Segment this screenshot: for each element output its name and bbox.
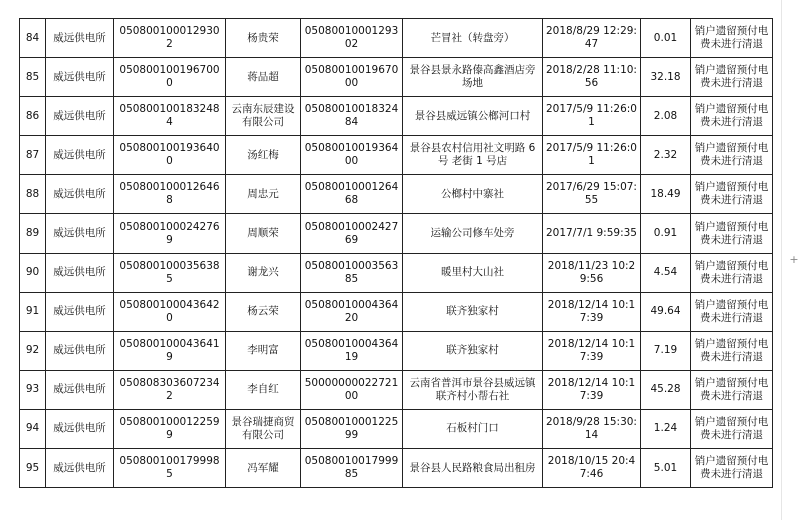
- cell-office: 威远供电所: [46, 19, 114, 58]
- cell-account-number: 0508001000436419: [114, 331, 226, 370]
- cell-meter-number: 5000000002272100: [301, 370, 403, 409]
- cell-row-number: 91: [20, 292, 46, 331]
- cell-meter-number: 0508001000129302: [301, 19, 403, 58]
- cell-amount: 1.24: [641, 409, 691, 448]
- cell-time: 2017/5/9 11:26:01: [543, 97, 641, 136]
- cell-account-number: 0508001000242769: [114, 214, 226, 253]
- cell-time: 2018/2/28 11:10:56: [543, 58, 641, 97]
- cell-office: 威远供电所: [46, 331, 114, 370]
- cell-account-number: 0508001000436420: [114, 292, 226, 331]
- cell-meter-number: 0508001000436419: [301, 331, 403, 370]
- cell-address: 运输公司修车处旁: [403, 214, 543, 253]
- cell-amount: 2.32: [641, 136, 691, 175]
- cell-time: 2018/8/29 12:29:47: [543, 19, 641, 58]
- cell-row-number: 88: [20, 175, 46, 214]
- cell-customer-name: 云南东辰建设有限公司: [226, 97, 301, 136]
- cell-time: 2018/12/14 10:17:39: [543, 292, 641, 331]
- cell-customer-name: 周忠元: [226, 175, 301, 214]
- cell-address: 景谷县景永路傣高鑫酒店旁场地: [403, 58, 543, 97]
- cell-customer-name: 谢龙兴: [226, 253, 301, 292]
- cell-account-number: 0508001001799985: [114, 449, 226, 488]
- table-row: [20, 253, 773, 292]
- cell-account-number: 0508001000356385: [114, 253, 226, 292]
- cell-row-number: 94: [20, 409, 46, 448]
- cell-time: 2017/7/1 9:59:35: [543, 214, 641, 253]
- cell-account-number: 0508001000126468: [114, 175, 226, 214]
- cell-amount: 45.28: [641, 370, 691, 409]
- add-icon[interactable]: +: [789, 253, 799, 266]
- table-row: [20, 58, 773, 97]
- cell-customer-name: 景谷瑞捷商贸有限公司: [226, 409, 301, 448]
- page-edge-divider: [781, 0, 782, 520]
- cell-meter-number: 0508001000126468: [301, 175, 403, 214]
- cell-time: 2018/12/14 10:17:39: [543, 370, 641, 409]
- cell-amount: 49.64: [641, 292, 691, 331]
- cell-account-number: 0508083036072342: [114, 370, 226, 409]
- cell-status: 销户遗留预付电费未进行清退: [691, 214, 773, 253]
- cell-status: 销户遗留预付电费未进行清退: [691, 58, 773, 97]
- cell-meter-number: 0508001001936400: [301, 136, 403, 175]
- cell-account-number: 0508001001832484: [114, 97, 226, 136]
- cell-account-number: 0508001000129302: [114, 19, 226, 58]
- cell-meter-number: 0508001000436420: [301, 292, 403, 331]
- cell-address: 芒冒社（转盘旁）: [403, 19, 543, 58]
- table-row: [20, 292, 773, 331]
- table-row: [20, 19, 773, 58]
- cell-status: 销户遗留预付电费未进行清退: [691, 449, 773, 488]
- table-row: [20, 175, 773, 214]
- cell-status: 销户遗留预付电费未进行清退: [691, 175, 773, 214]
- cell-customer-name: 李明富: [226, 331, 301, 370]
- cell-address: 暖里村大山社: [403, 253, 543, 292]
- cell-address: 联齐独家村: [403, 331, 543, 370]
- cell-time: 2018/9/28 15:30:14: [543, 409, 641, 448]
- cell-office: 威远供电所: [46, 409, 114, 448]
- cell-meter-number: 0508001000242769: [301, 214, 403, 253]
- cell-amount: 5.01: [641, 449, 691, 488]
- cell-office: 威远供电所: [46, 214, 114, 253]
- cell-address: 云南省普洱市景谷县威远镇联齐村小帮右社: [403, 370, 543, 409]
- table-row: [20, 331, 773, 370]
- cell-row-number: 93: [20, 370, 46, 409]
- cell-address: 公榔村中寨社: [403, 175, 543, 214]
- cell-office: 威远供电所: [46, 136, 114, 175]
- table-row: [20, 214, 773, 253]
- cell-amount: 32.18: [641, 58, 691, 97]
- cell-time: 2018/10/15 20:47:46: [543, 449, 641, 488]
- cell-amount: 4.54: [641, 253, 691, 292]
- cell-customer-name: 周顺荣: [226, 214, 301, 253]
- table-row: [20, 370, 773, 409]
- cell-address: 景谷县农村信用社文明路 6 号 老街 1 号店: [403, 136, 543, 175]
- cell-customer-name: 汤红梅: [226, 136, 301, 175]
- cell-row-number: 95: [20, 449, 46, 488]
- cell-time: 2017/5/9 11:26:01: [543, 136, 641, 175]
- cell-meter-number: 0508001000122599: [301, 409, 403, 448]
- cell-account-number: 0508001000122599: [114, 409, 226, 448]
- cell-office: 威远供电所: [46, 253, 114, 292]
- cell-status: 销户遗留预付电费未进行清退: [691, 19, 773, 58]
- cell-meter-number: 0508001001967000: [301, 58, 403, 97]
- cell-office: 威远供电所: [46, 58, 114, 97]
- cell-amount: 0.91: [641, 214, 691, 253]
- cell-address: 景谷县人民路粮食局出租房: [403, 449, 543, 488]
- cell-row-number: 85: [20, 58, 46, 97]
- cell-customer-name: 冯军耀: [226, 449, 301, 488]
- cell-office: 威远供电所: [46, 449, 114, 488]
- cell-address: 联齐独家村: [403, 292, 543, 331]
- cell-meter-number: 0508001000356385: [301, 253, 403, 292]
- records-table: [19, 18, 773, 488]
- cell-row-number: 86: [20, 97, 46, 136]
- table-row: [20, 449, 773, 488]
- cell-time: 2018/11/23 10:29:56: [543, 253, 641, 292]
- cell-meter-number: 0508001001832484: [301, 97, 403, 136]
- cell-customer-name: 蒋品超: [226, 58, 301, 97]
- table-body: [20, 19, 773, 488]
- cell-customer-name: 李自红: [226, 370, 301, 409]
- cell-account-number: 0508001001967000: [114, 58, 226, 97]
- cell-status: 销户遗留预付电费未进行清退: [691, 253, 773, 292]
- cell-amount: 18.49: [641, 175, 691, 214]
- cell-status: 销户遗留预付电费未进行清退: [691, 292, 773, 331]
- cell-office: 威远供电所: [46, 370, 114, 409]
- cell-time: 2017/6/29 15:07:55: [543, 175, 641, 214]
- cell-status: 销户遗留预付电费未进行清退: [691, 331, 773, 370]
- table-row: [20, 409, 773, 448]
- cell-customer-name: 杨云荣: [226, 292, 301, 331]
- cell-customer-name: 杨贵荣: [226, 19, 301, 58]
- cell-time: 2018/12/14 10:17:39: [543, 331, 641, 370]
- cell-row-number: 89: [20, 214, 46, 253]
- cell-account-number: 0508001001936400: [114, 136, 226, 175]
- cell-row-number: 90: [20, 253, 46, 292]
- cell-status: 销户遗留预付电费未进行清退: [691, 136, 773, 175]
- cell-row-number: 84: [20, 19, 46, 58]
- cell-address: 景谷县威远镇公榔河口村: [403, 97, 543, 136]
- cell-row-number: 92: [20, 331, 46, 370]
- cell-status: 销户遗留预付电费未进行清退: [691, 97, 773, 136]
- cell-meter-number: 0508001001799985: [301, 449, 403, 488]
- cell-status: 销户遗留预付电费未进行清退: [691, 409, 773, 448]
- cell-row-number: 87: [20, 136, 46, 175]
- cell-office: 威远供电所: [46, 175, 114, 214]
- cell-amount: 0.01: [641, 19, 691, 58]
- cell-office: 威远供电所: [46, 292, 114, 331]
- table-row: [20, 136, 773, 175]
- cell-status: 销户遗留预付电费未进行清退: [691, 370, 773, 409]
- cell-amount: 7.19: [641, 331, 691, 370]
- cell-amount: 2.08: [641, 97, 691, 136]
- table-row: [20, 97, 773, 136]
- cell-address: 石板村门口: [403, 409, 543, 448]
- cell-office: 威远供电所: [46, 97, 114, 136]
